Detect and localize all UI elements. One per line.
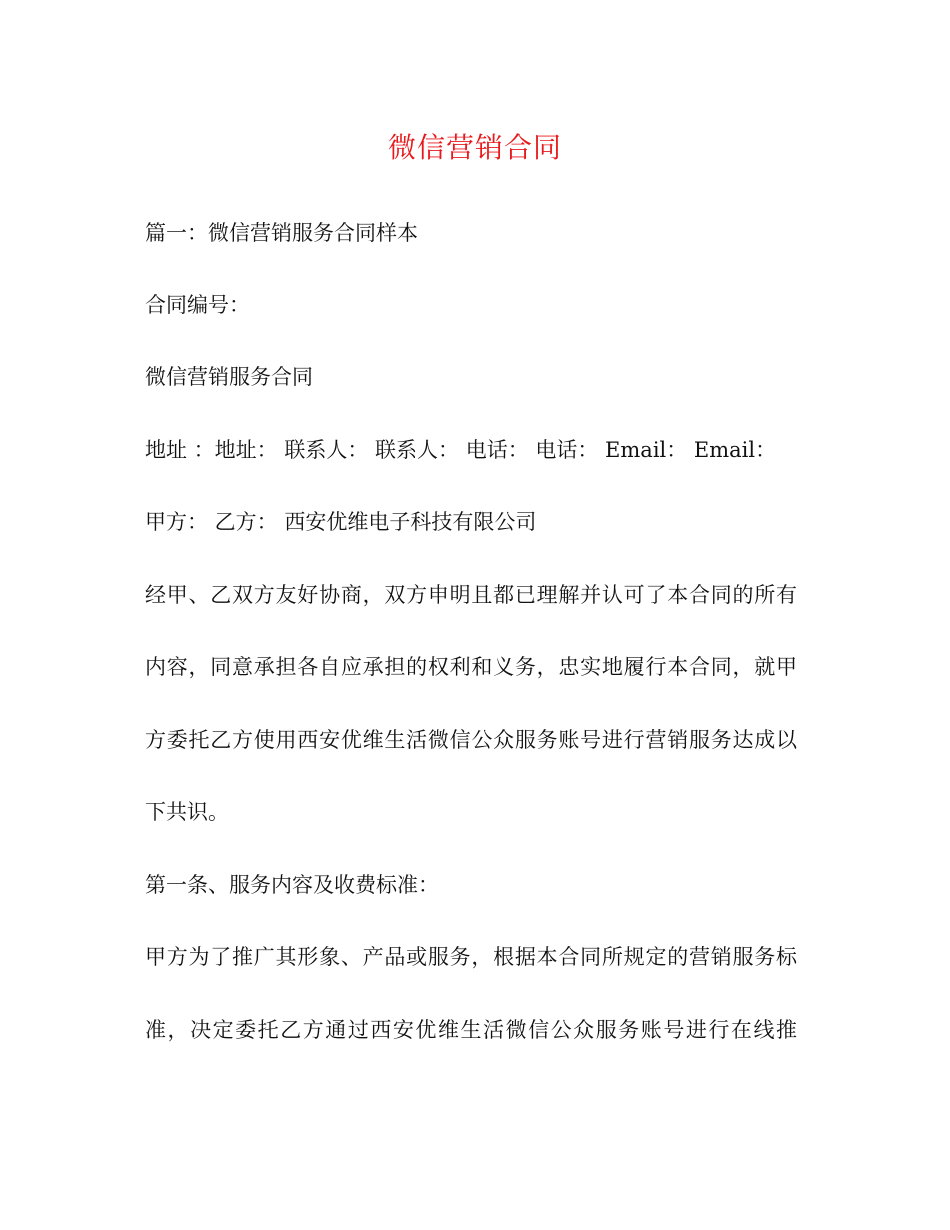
article-heading: 第一条、服务内容及收费标准： bbox=[145, 873, 439, 897]
paragraph-line: 内容，同意承担各自应承担的权利和义务，忠实地履行本合同，就甲 bbox=[145, 655, 797, 679]
contract-number-label: 合同编号： bbox=[145, 293, 250, 317]
paragraph-line: 下共识。 bbox=[145, 800, 229, 824]
paragraph-line: 准，决定委托乙方通过西安优维生活微信公众服务账号进行在线推 bbox=[145, 1018, 797, 1042]
contract-subtitle: 微信营销服务合同 bbox=[145, 365, 313, 389]
paragraph-line: 经甲、乙双方友好协商，双方申明且都已理解并认可了本合同的所有 bbox=[145, 583, 797, 607]
paragraph-line: 甲方为了推广其形象、产品或服务，根据本合同所规定的营销服务标 bbox=[145, 945, 797, 969]
section-heading: 篇一：微信营销服务合同样本 bbox=[145, 221, 418, 245]
parties-line: 甲方： 乙方： 西安优维电子科技有限公司 bbox=[145, 510, 537, 534]
paragraph-line: 方委托乙方使用西安优维生活微信公众服务账号进行营销服务达成以 bbox=[145, 728, 797, 752]
contact-fields-line: 地址 ：地址： 联系人： 联系人： 电话： 电话： Email： Email： bbox=[145, 438, 777, 462]
document-title: 微信营销合同 bbox=[387, 131, 562, 164]
